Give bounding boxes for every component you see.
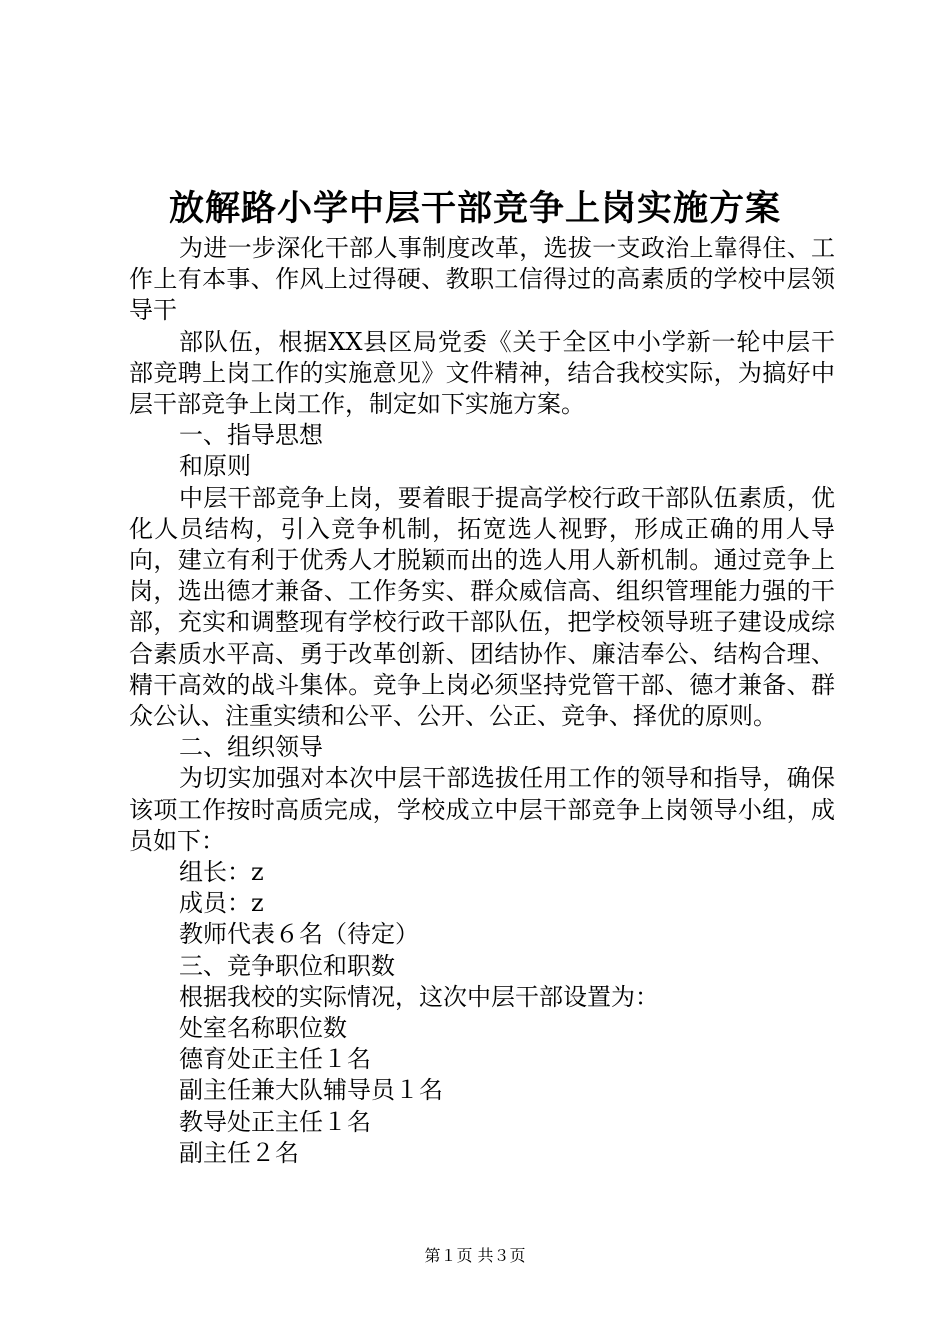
list-item-vice-directors: 副主任２名 [179,1138,299,1167]
heading-positions: 三、竞争职位和职数 [179,951,395,980]
paragraph-organization: 为切实加强对本次中层干部选拔任用工作的领导和指导，确保该项工作按时高质完成，学校成立中层干部竞争上岗领导小组，成员如下： [129,764,835,855]
paragraph-guiding-content: 中层干部竞争上岗，要着眼于提高学校行政干部队伍素质，优化人员结构，引入竞争机制，拓宽选人视野，形成正确的用人导向，建立有利于优秀人才脱颖而出的选人用人新机制。通过竞争上岗，选出德才兼备、工作务实、群众威信高、组织管理能力强的干部，充实和调整现有学校行政干部队伍，把学校领导班子建设成综合素质水平高、勇于改革创新、团结协作、廉洁奉公、结构合理、精干高效的战斗集体。竞争上岗必须坚持党管干部、德才兼备、群众公认、注重实绩和公平、公开、公正、竞争、择优的原则。 [129,483,835,731]
list-item-leader: 组长：z [179,858,264,887]
list-item-teacher-reps: 教师代表６名（待定） [179,920,419,949]
paragraph-positions: 根据我校的实际情况，这次中层干部设置为： [179,982,659,1011]
list-item-position-header: 处室名称职位数 [179,1014,347,1043]
paragraph-intro: 为进一步深化干部人事制度改革，选拔一支政治上靠得住、工作上有本事、作风上过得硬、教职工信得过的高素质的学校中层领导干 [129,234,835,325]
list-item-academic-director: 教导处正主任１名 [179,1107,371,1136]
heading-organization: 二、组织领导 [179,733,323,762]
page-indicator: 第１页 共３页 [424,1246,526,1265]
document-body [129,233,835,1169]
paragraph-basis: 部队伍，根据XX县区局党委《关于全区中小学新一轮中层干部竞聘上岗工作的实施意见》文件精神，结合我校实际，为搞好中层干部竞争上岗工作，制定如下实施方案。 [129,327,835,419]
list-item-vice-director-counselor: 副主任兼大队辅导员１名 [179,1076,443,1105]
list-item-members: 成员：z [179,889,264,918]
heading-principles: 和原则 [179,452,251,481]
document-title: 放解路小学中层干部竞争上岗实施方案 [168,188,781,229]
list-item-moral-director: 德育处正主任１名 [179,1045,371,1074]
heading-guiding-ideology: 一、指导思想 [179,421,323,450]
